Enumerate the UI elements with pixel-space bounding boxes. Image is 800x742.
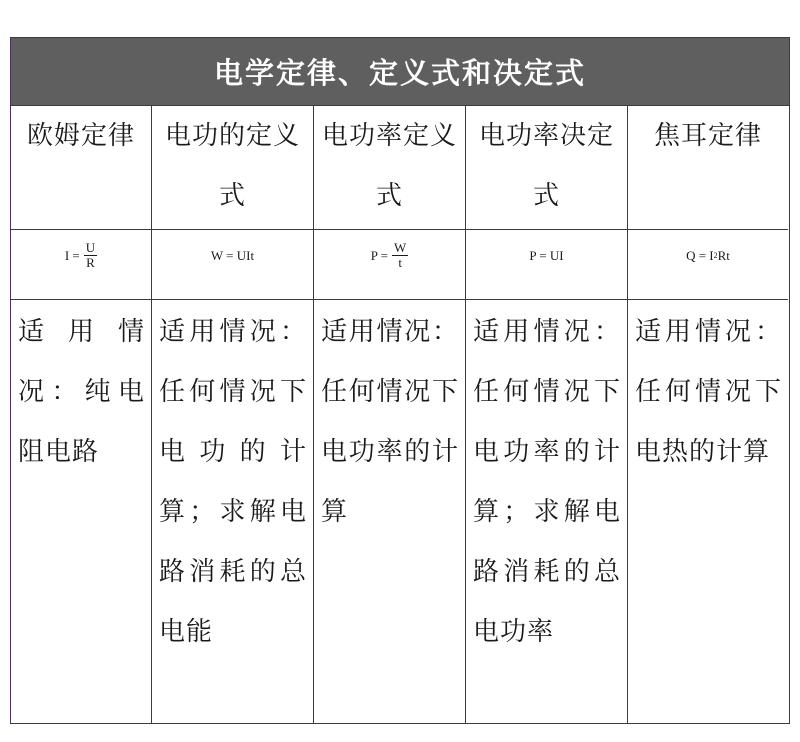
fraction-denominator: R (86, 255, 95, 270)
header-power-decision: 电功率决定式 (466, 106, 628, 230)
fraction-denominator: t (398, 255, 402, 270)
fraction (392, 241, 408, 270)
formula-power-decision (466, 230, 628, 300)
header-joule-law: 焦耳定律 (628, 106, 788, 230)
header-work-definition: 电功的定义式 (152, 106, 314, 230)
formula-lhs: I = (64, 247, 80, 263)
applicability-power-definition: 适用情况：任何情况下电功率的计算 (314, 300, 466, 723)
formula-work (152, 230, 314, 300)
table-title: 电学定律、定义式和决定式 (11, 38, 789, 106)
fraction-numerator: U (85, 240, 96, 255)
applicability-ohm-law: 适用情况：纯电阻电路 (11, 300, 152, 723)
formula-rhs: Rt (717, 247, 730, 263)
header-power-definition: 电功率定义式 (314, 106, 466, 230)
applicability-work: 适用情况：任何情况下电功的计算；求解电路消耗的总电能 (152, 300, 314, 723)
formula-joule-law (628, 230, 788, 300)
fraction-numerator: W (394, 240, 407, 255)
formula-text: P = UI (529, 247, 564, 263)
applicability-power-decision: 适用情况：任何情况下电功率的计算；求解电路消耗的总电功率 (466, 300, 628, 723)
formula-lhs: P = (370, 247, 389, 263)
fraction (84, 241, 97, 270)
formula-ohm-law (11, 230, 152, 300)
formula-exponent: 2 (713, 251, 718, 260)
header-ohm-law: 欧姆定律 (11, 106, 152, 230)
formula-lhs: Q = I (686, 247, 714, 263)
table-grid (11, 106, 789, 723)
applicability-joule-law: 适用情况：任何情况下电热的计算 (635, 317, 782, 467)
laws-table (10, 37, 790, 724)
formula-text: W = UIt (210, 247, 255, 263)
formula-power-definition (314, 230, 466, 300)
